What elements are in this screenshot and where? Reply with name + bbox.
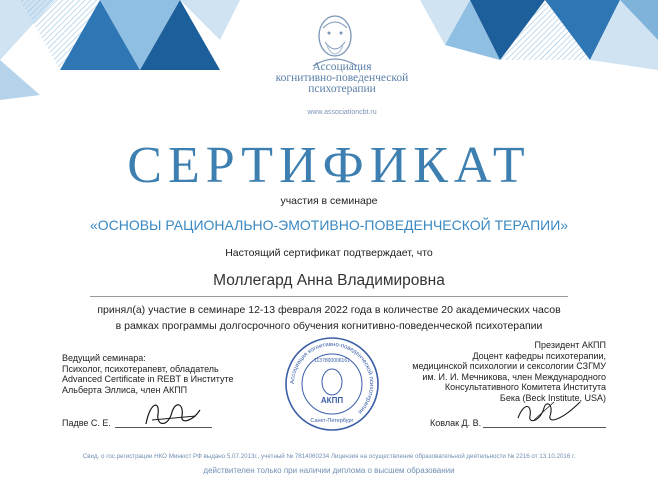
right-signer-line-3: медицинской психологии и сексологии СЗГМУ xyxy=(412,361,606,371)
left-signer-line-4: Альберта Эллиса, член АКПП xyxy=(62,384,188,395)
association-name xyxy=(262,62,422,95)
left-signer-line-3: Advanced Certificate in REBT в Институте xyxy=(62,374,234,384)
right-signer-line-5: Консультативного Комитета Института xyxy=(444,382,606,392)
seal-ring-text: Ассоциация когнитивно-поведенческой психотерапии xyxy=(289,341,375,415)
right-signature xyxy=(514,396,584,428)
seminar-title: «ОСНОВЫ РАЦИОНАЛЬНО-ЭМОТИВНО-ПОВЕДЕНЧЕСКОЙ ТЕРАПИИ» xyxy=(89,217,569,233)
left-signer-credentials xyxy=(62,353,262,395)
registration-footer: Свид. о гос.регистрации НКО Минюст РФ выдано 5.07.2013г., учетный № 7814060234 Лицензия на осуществление образовательной деятельности № 2216 от 13.10.2016 г. xyxy=(82,453,576,460)
right-signer-credentials xyxy=(360,340,606,403)
seal-city: Санкт-Петербург xyxy=(310,418,354,424)
seal-center-text: АКПП xyxy=(320,396,344,405)
right-signer-line-6: Бека (Beck Institute, USA) xyxy=(499,392,606,403)
left-signature xyxy=(138,394,208,434)
confirmation-text: Настоящий сертификат подтверждает, что xyxy=(225,247,433,259)
recipient-name: Моллегард Анна Владимировна xyxy=(213,272,445,289)
right-signature-line xyxy=(483,427,606,428)
left-signature-line xyxy=(115,427,212,428)
right-signer-line-4: им. И. И. Мечникова, член Международного xyxy=(422,371,606,382)
validity-footer: действителен только при наличии диплома о высшем образовании xyxy=(203,466,455,475)
association-line-1: Ассоциация xyxy=(312,61,372,73)
certificate-subtitle: участия в семинаре xyxy=(280,195,378,207)
left-signer-name: Падве С. Е. xyxy=(62,418,111,428)
left-signer-line-2: Психолог, психотерапевт, обладатель xyxy=(62,363,219,374)
association-logo-portrait xyxy=(285,8,385,68)
association-seal xyxy=(284,336,380,432)
association-url: www.associationcbt.ru xyxy=(307,109,377,116)
seal-ogrn: 1137800006161 xyxy=(314,358,350,364)
association-line-2: когнитивно-поведенческой xyxy=(275,72,409,84)
participation-text-line-2: в рамках программы долгосрочного обучения когнитивно-поведенческой психотерапии xyxy=(115,320,543,332)
name-underline xyxy=(90,296,568,297)
participation-text-line-1: принял(а) участие в семинаре 12-13 февраля 2022 года в количестве 20 академических часов xyxy=(97,304,561,316)
association-line-3: психотерапии xyxy=(308,83,376,95)
certificate-title: СЕРТИФИКАТ xyxy=(127,137,531,194)
left-signer-line-1: Ведущий семинара: xyxy=(62,353,146,363)
right-signer-name: Ковлак Д. В. xyxy=(430,418,482,428)
right-signer-line-1: Президент АКПП xyxy=(534,340,606,350)
right-signer-line-2: Доцент кафедры психотерапии, xyxy=(472,350,606,361)
